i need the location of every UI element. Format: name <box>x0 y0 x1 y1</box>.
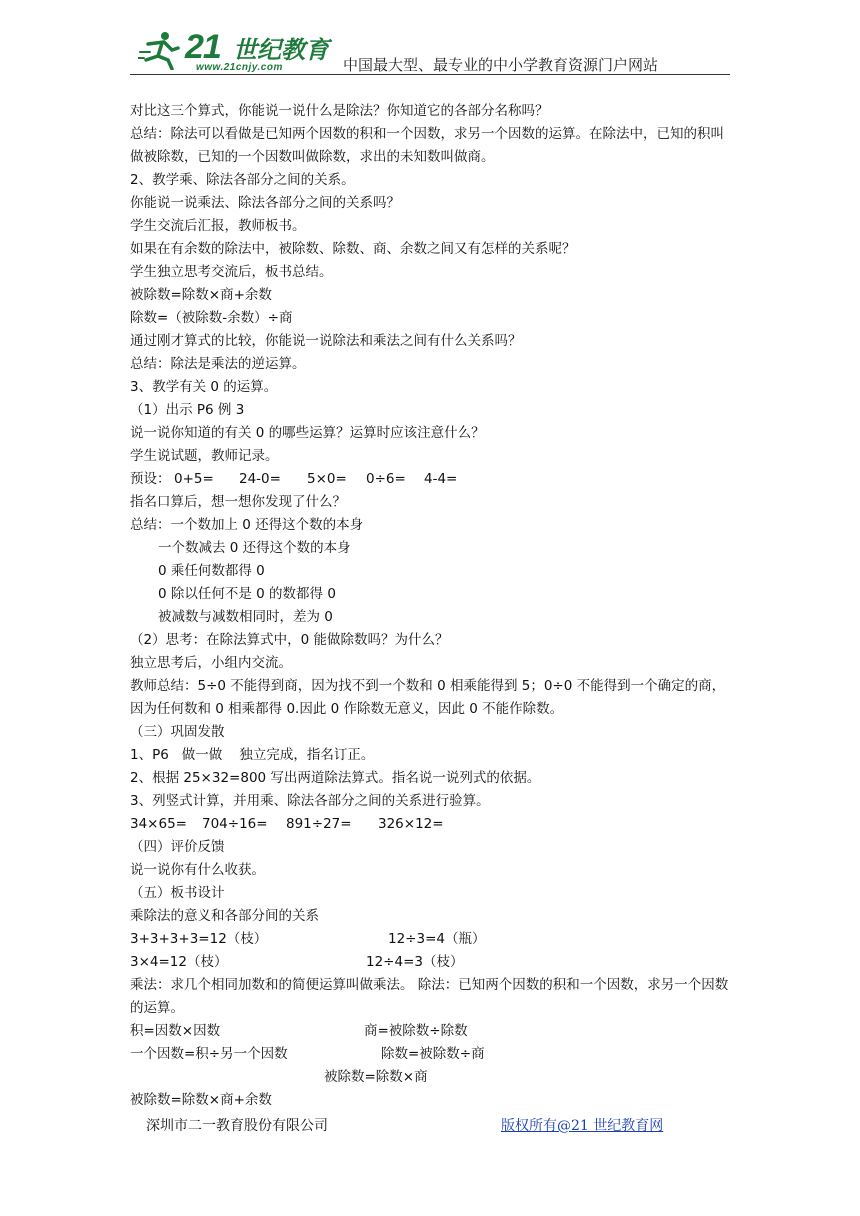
board-left: 一个因数=积÷另一个因数 <box>130 1046 288 1062</box>
paragraph: 2、根据 25×32=800 写出两道除法算式。指名说一说列式的依据。 <box>130 770 541 786</box>
logo-url: www.21cnjy.com <box>196 62 283 73</box>
formula: 被除数=除数×商+余数 <box>130 1092 272 1108</box>
sub-heading: （2）思考：在除法算式中，0 能做除数吗？为什么？ <box>130 632 449 648</box>
preset-label: 预设： <box>130 471 171 487</box>
exercise-item: 5×0= <box>307 471 347 487</box>
section-heading: （五）板书设计 <box>130 885 225 901</box>
board-left: 3×4=12（枝） <box>130 954 228 970</box>
paragraph: 说一说你知道的有关 0 的哪些运算？运算时应该注意什么？ <box>130 425 485 441</box>
exercise-item: 0÷6= <box>366 471 406 487</box>
preset-exercises <box>130 468 734 491</box>
formula: 被除数=除数×商+余数 <box>130 287 272 303</box>
board-right: 商=被除数÷除数 <box>364 1023 468 1039</box>
exercise-item: 34×65= <box>130 816 187 832</box>
board-center: 被除数=除数×商 <box>324 1069 428 1085</box>
logo-number: 21 <box>185 28 221 66</box>
exercise-item: 891÷27= <box>286 816 352 832</box>
runner-icon <box>138 30 182 70</box>
paragraph: 总结：除法可以看做是已知两个因数的积和一个因数，求另一个因数的运算。在除法中，已知的积叫做被除数，已知的一个因数叫做除数，求出的未知数叫做商。 <box>130 126 724 165</box>
paragraph: 说一说你有什么收获。 <box>130 862 265 878</box>
board-row <box>130 1043 734 1066</box>
sub-heading: （1）出示 P6 例 3 <box>130 402 245 418</box>
site-logo[interactable] <box>130 28 330 74</box>
paragraph: 学生独立思考交流后，板书总结。 <box>130 264 333 280</box>
exercise-item: 0+5= <box>174 471 214 487</box>
summary-line: 0 除以任何不是 0 的数都得 0 <box>158 586 336 602</box>
header-slogan: 中国最大型、最专业的中小学教育资源门户网站 <box>343 56 659 74</box>
paragraph: 3、列竖式计算，并用乘、除法各部分之间的关系进行验算。 <box>130 793 490 809</box>
formula: 除数=（被除数-余数）÷商 <box>130 310 293 326</box>
board-definition: 乘法：求几个相同加数和的简便运算叫做乘法。 除法：已知两个因数的积和一个因数，求另一个因数的运算。 <box>130 977 729 1016</box>
summary-line: 0 乘任何数都得 0 <box>158 563 265 579</box>
paragraph: 指名口算后，想一想你发现了什么？ <box>130 494 346 510</box>
section-heading: （三）巩固发散 <box>130 724 225 740</box>
summary-line: 总结：一个数加上 0 还得这个数的本身 <box>130 517 364 533</box>
paragraph: 独立思考后，小组内交流。 <box>130 655 292 671</box>
paragraph: 如果在有余数的除法中，被除数、除数、商、余数之间又有怎样的关系呢？ <box>130 241 576 257</box>
section-heading: （四）评价反馈 <box>130 839 225 855</box>
section-heading: 2、教学乘、除法各部分之间的关系。 <box>130 172 355 188</box>
paragraph: 教师总结：5÷0 不能得到商，因为找不到一个数和 0 相乘能得到 5；0÷0 不能得到一个确定的商，因为任何数和 0 相乘都得 0.因此 0 作除数无意义，因此 0 不能作除数。 <box>130 678 726 717</box>
board-right: 除数=被除数÷商 <box>381 1046 485 1062</box>
exercise-item: 24-0= <box>239 471 281 487</box>
paragraph: 学生交流后汇报，教师板书。 <box>130 218 306 234</box>
summary-line: 一个数减去 0 还得这个数的本身 <box>158 540 351 556</box>
paragraph: 通过刚才算式的比较，你能说一说除法和乘法之间有什么关系吗？ <box>130 333 522 349</box>
board-row <box>130 1066 734 1089</box>
page-footer <box>130 1115 730 1139</box>
paragraph: 学生说试题，教师记录。 <box>130 448 279 464</box>
logo-text: 世纪教育 <box>233 36 329 64</box>
exercise-item: 326×12= <box>378 816 444 832</box>
header-divider <box>130 74 730 75</box>
board-row <box>130 951 734 974</box>
document-body <box>130 100 734 1112</box>
footer-copyright-link[interactable]: 版权所有@21 世纪教育网 <box>501 1118 664 1134</box>
page-header <box>130 28 730 74</box>
board-left: 积=因数×因数 <box>130 1023 221 1039</box>
board-row <box>130 1020 734 1043</box>
board-left: 3+3+3+3=12（枝） <box>130 931 268 947</box>
section-heading: 3、教学有关 0 的运算。 <box>130 379 278 395</box>
footer-company: 深圳市二一教育股份有限公司 <box>146 1118 328 1134</box>
board-row <box>130 928 734 951</box>
paragraph: 对比这三个算式，你能说一说什么是除法？你知道它的各部分名称吗？ <box>130 103 549 119</box>
paragraph: 1、P6 做一做 独立完成，指名订正。 <box>130 747 375 763</box>
exercise-row <box>130 813 734 836</box>
exercise-item: 704÷16= <box>202 816 268 832</box>
exercise-item: 4-4= <box>424 471 458 487</box>
board-right: 12÷3=4（瓶） <box>388 931 486 947</box>
summary-line: 被减数与减数相同时，差为 0 <box>158 609 333 625</box>
paragraph: 总结：除法是乘法的逆运算。 <box>130 356 306 372</box>
paragraph: 你能说一说乘法、除法各部分之间的关系吗？ <box>130 195 400 211</box>
board-title: 乘除法的意义和各部分间的关系 <box>130 908 319 924</box>
board-right: 12÷4=3（枝） <box>366 954 464 970</box>
